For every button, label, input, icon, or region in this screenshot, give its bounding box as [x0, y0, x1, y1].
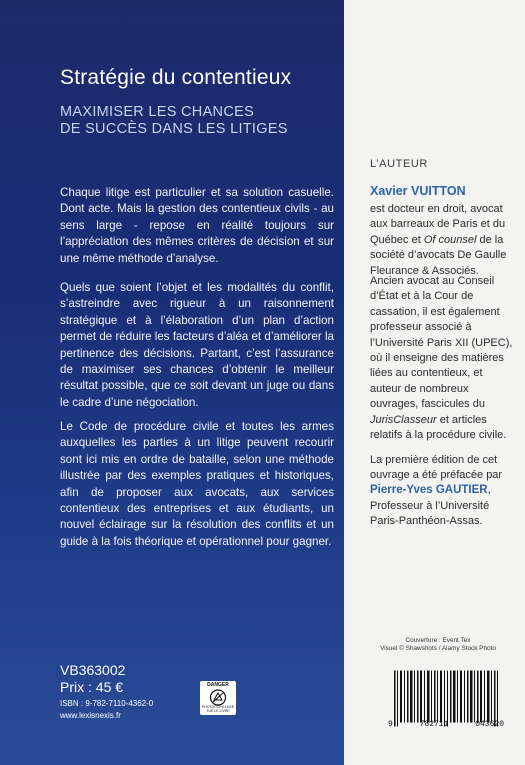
subtitle-line-1: MAXIMISER LES CHANCES	[60, 104, 255, 120]
barcode-bar	[404, 671, 405, 723]
credit-line-1: Couverture : Event Tex	[405, 637, 471, 644]
barcode-bar	[427, 671, 430, 723]
barcode-bar	[464, 671, 465, 723]
barcode-bar	[457, 671, 458, 723]
barcode-bar	[460, 671, 462, 723]
isbn: ISBN : 9-782-7110-4362-0	[60, 699, 154, 708]
danger-photocopy-logo	[200, 681, 236, 715]
price: Prix : 45 €	[60, 679, 124, 695]
barcode-bar	[494, 671, 496, 727]
preface-author-role: Professeur à l’Université Paris-Panthéon-Assas.	[370, 499, 490, 527]
author-heading: L’AUTEUR	[370, 158, 428, 170]
danger-logo-top-text: DANGER	[207, 682, 229, 688]
author-bio-1	[370, 202, 515, 279]
skull-book-icon	[209, 689, 227, 706]
barcode-bar	[450, 671, 452, 723]
danger-logo-bottom-text	[201, 706, 235, 713]
barcode-bar	[470, 671, 473, 723]
author-name: Xavier VUITTON	[370, 184, 466, 198]
barcode-bar	[480, 671, 482, 723]
danger-logo-bottom-line-2: TUE LE LIVRE	[206, 708, 230, 713]
barcode-bar	[420, 671, 422, 723]
author-bio-1-part-b: de la société d’avocats De Gaulle Fleurance & Associés.	[370, 233, 507, 277]
book-title: Stratégie du contentieux	[60, 66, 292, 89]
product-code: VB363002	[60, 662, 126, 678]
barcode-bar	[440, 671, 442, 723]
author-bio-1-part-a: est docteur en droit, avocat aux barreaux de Paris et du Québec et	[370, 203, 506, 246]
barcode-bar	[400, 671, 402, 723]
author-bio-2-part-a: Ancien avocat au Conseil d’État et à la Cour de cassation, il est également professeur associé à l’Université Paris XII (UPEC), où il enseigne des matières liées au contentieux, et auteur de nombreux ouvrages, fascicules du	[370, 275, 513, 411]
barcode-bar	[447, 671, 448, 727]
barcode-bar	[453, 671, 456, 723]
barcode-digits	[388, 720, 504, 729]
preface-note	[370, 453, 520, 529]
subtitle-line-2: DE SUCCÈS DANS LES LITIGES	[60, 121, 288, 137]
barcode-bar	[437, 671, 438, 723]
barcode-bar	[474, 671, 475, 723]
danger-logo-bottom-line-1: PHOTOCOPILLAGE	[201, 705, 235, 709]
preface-text: La première édition de cet ouvrage a été préfacée par	[370, 454, 503, 482]
barcode-bar	[467, 671, 469, 723]
barcode-bar	[417, 671, 419, 723]
barcode-bar	[497, 671, 498, 727]
preface-author-name: Pierre-Yves GAUTIER	[370, 484, 488, 497]
barcode-bar	[410, 671, 413, 723]
barcode-bar	[424, 671, 425, 723]
author-bio-2	[370, 274, 515, 443]
barcode-digit-group-3: 043620	[475, 720, 504, 729]
barcode-bar	[414, 671, 415, 723]
barcode-digit-group-1: 9	[388, 720, 393, 729]
barcode-bar	[487, 671, 490, 723]
barcode-bar	[484, 671, 485, 723]
barcode-bar	[407, 671, 409, 723]
summary-paragraph-3: Le Code de procédure civile et toutes les armes auxquelles les parties à un litige peuvent recourir sont ici mis en ordre de bataille, selon une méthode illustrée par des exemples pratiques et historiques, afin de proposer aux avocats, aux services contentieux des entreprises et aux étudiants, un nouvel éclairage sur la résolution des conflits et un guide à la fois théorique et opérationnel pour gagner.	[60, 420, 334, 548]
publisher-website: www.lexisnexis.fr	[60, 711, 121, 720]
barcode-bar	[431, 671, 432, 723]
summary-paragraph-2: Quels que soient l’objet et les modalités du conflit, s’astreindre avec rigueur à un raisonnement stratégique et à l’élaboration d’un plan d’action permet de réduire les facteurs d’aléa et d’améliorer la pertinence des décisions. Partant, c’est l’assurance de maximiser ses chances d’obtenir le meilleur résultat possible, que ce soit devant un juge ou dans le cadre d’une négociation.	[60, 281, 334, 409]
barcode-bar	[444, 671, 445, 727]
barcode-bar	[491, 671, 492, 723]
barcode-bar	[397, 671, 398, 727]
author-bio-2-part-b: et articles relatifs à la procédure civile.	[370, 413, 507, 442]
barcode-bar	[477, 671, 479, 723]
summary-paragraph-1: Chaque litige est particulier et sa solution casuelle. Dont acte. Mais la gestion des contentieux civils - au sens large - repose en réalité toujours sur l’appréciation des mêmes critères de décision et sur une même méthode d’analyse.	[60, 186, 334, 265]
barcode-bar	[434, 671, 436, 723]
credit-line-2: Visuel © Shawshots / Alamy Stock Photo	[380, 645, 496, 653]
author-bio-2-italic: JurisClasseur	[370, 413, 437, 426]
author-bio-1-italic: Of counsel	[423, 233, 477, 246]
cover-credits	[352, 637, 524, 653]
book-subtitle	[60, 104, 288, 138]
barcode-digit-group-2: 782711	[419, 720, 449, 729]
preface-comma: ,	[487, 484, 491, 497]
barcode-bar	[394, 671, 396, 727]
